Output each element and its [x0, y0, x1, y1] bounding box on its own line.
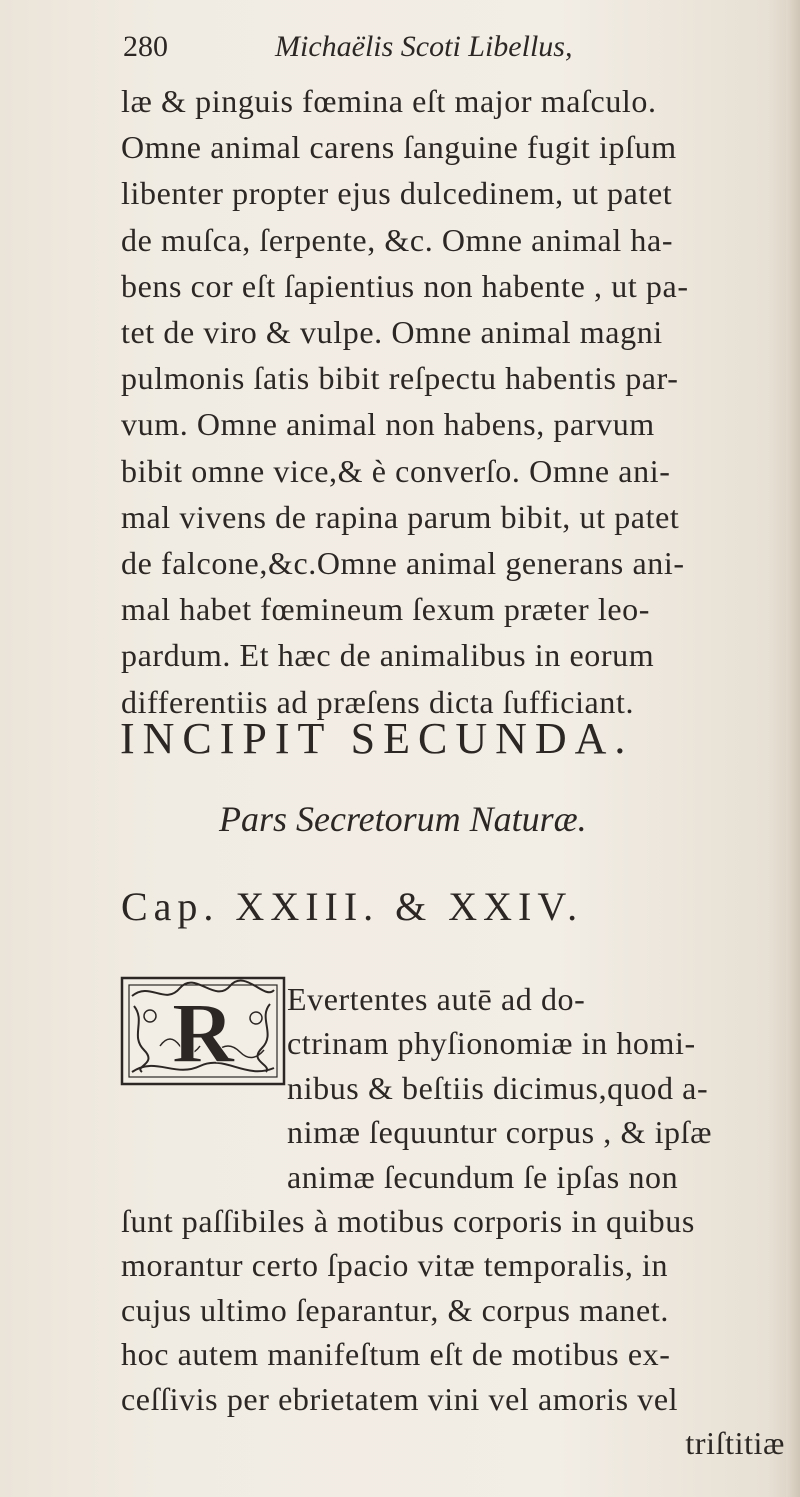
text-line: Omne animal carens ſanguine fugit ipſum — [121, 129, 677, 166]
text-line: Evertentes autē ad do- — [287, 981, 586, 1017]
text-line: pulmonis ſatis bibit reſpectu habentis par- — [121, 360, 679, 397]
text-line: ceſſivis per ebrietatem vini vel amoris vel — [121, 1380, 679, 1417]
text-line: bibit omne vice,& è converſo. Omne ani- — [121, 452, 671, 489]
text-line: tet de viro & vulpe. Omne animal magni — [121, 314, 663, 351]
text-line: bens cor eſt ſapientius non habente , ut pa- — [121, 267, 689, 304]
paragraph-2 — [121, 977, 791, 1465]
text-line: vum. Omne animal non habens, parvum — [121, 406, 655, 443]
text-line: differentiis ad præſens dicta ſufficiant. — [121, 683, 635, 720]
text-line: læ & pinguis fœmina eſt major maſculo. — [121, 83, 657, 119]
text-line: morantur certo ſpacio vitæ temporalis, in — [121, 1247, 669, 1284]
text-line: hoc autem manifeſtum eſt de motibus ex- — [121, 1336, 671, 1373]
text-line: mal habet fœmineum ſexum præter leo- — [121, 591, 651, 628]
text-line: ſunt paſſibiles à motibus corporis in quibus — [121, 1203, 695, 1240]
text-line: de falcone,&c.Omne animal generans ani- — [121, 545, 685, 582]
drop-cap-letter: R — [171, 985, 235, 1081]
catchword: triſtitiæ — [685, 1425, 785, 1462]
chapter-heading: Cap. XXIII. & XXIV. — [121, 884, 584, 929]
running-title: Michaëlis Scoti Libellus, — [275, 30, 573, 63]
paragraph-1 — [121, 78, 781, 725]
text-line: animæ ſecundum ſe ipſas non — [287, 1158, 679, 1195]
running-head — [123, 30, 763, 70]
text-line: de muſca, ſerpente, &c. Omne animal ha- — [121, 221, 674, 258]
section-heading: INCIPIT SECUNDA. — [120, 714, 634, 763]
text-line: mal vivens de rapina parum bibit, ut patet — [121, 498, 680, 535]
folio-number: 280 — [123, 30, 168, 63]
text-line: cujus ultimo ſeparantur, & corpus manet. — [121, 1291, 669, 1328]
text-line: libenter propter ejus dulcedinem, ut patet — [121, 175, 673, 212]
text-line: pardum. Et hæc de animalibus in eorum — [121, 637, 655, 674]
text-line: nibus & beſtiis dicimus,quod a- — [287, 1069, 709, 1106]
text-line: nimæ ſequuntur corpus , & ipſæ — [287, 1114, 713, 1151]
text-line: ctrinam phyſionomiæ in homi- — [287, 1025, 696, 1062]
part-subheading: Pars Secretorum Naturæ. — [219, 799, 587, 839]
